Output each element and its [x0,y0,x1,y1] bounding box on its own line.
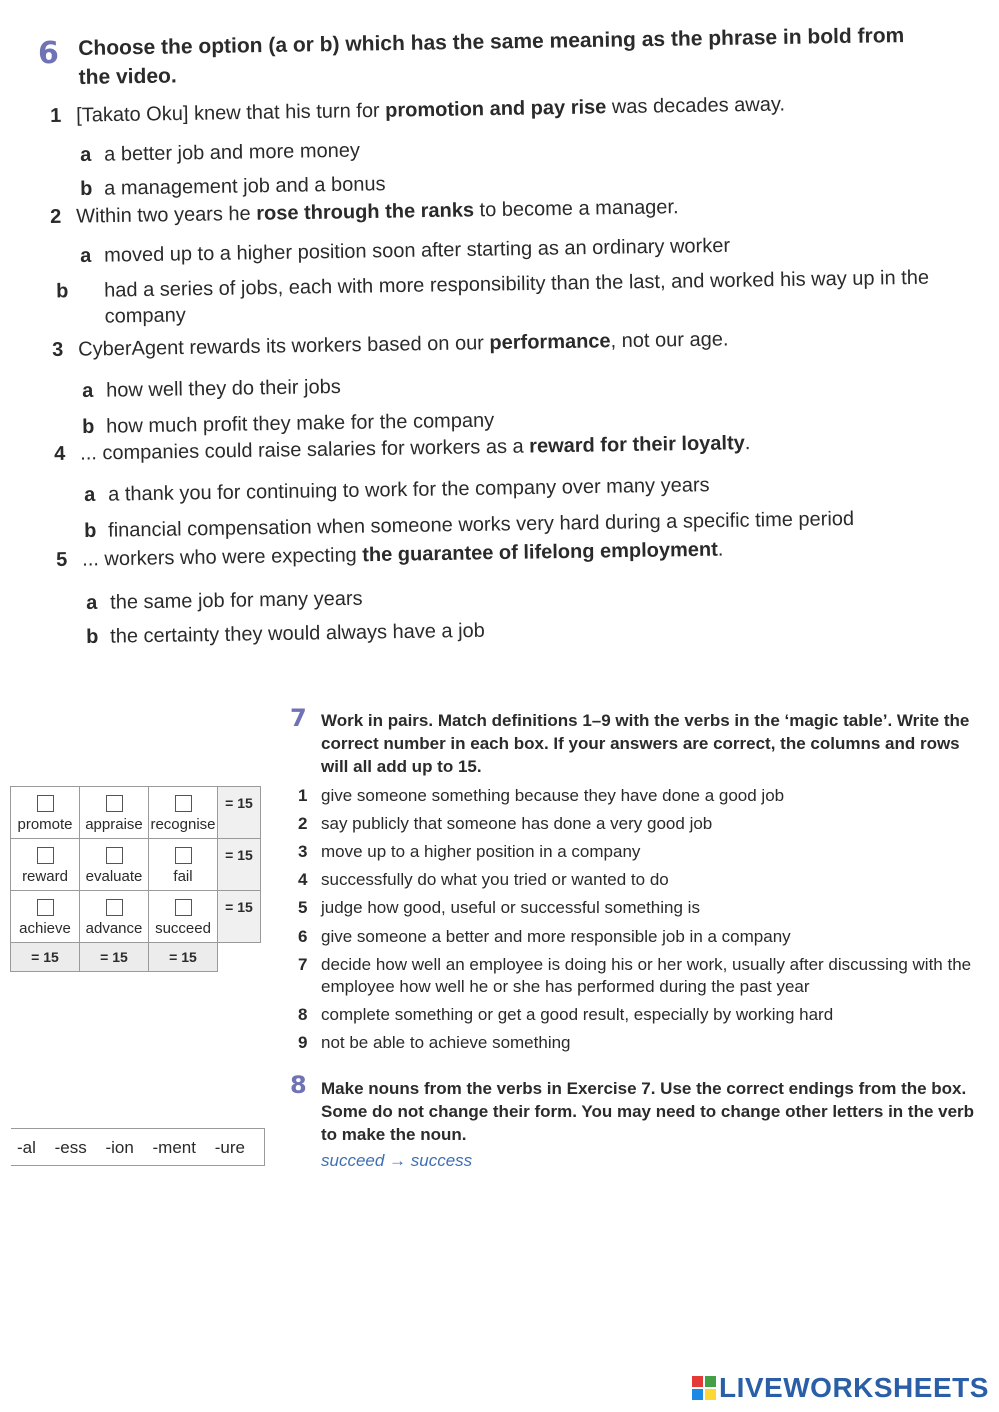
option-letter: b [80,177,93,200]
option-1b[interactable] [80,171,386,202]
row-total: = 15 [218,839,261,891]
definition-number: 8 [298,1005,308,1024]
definition-1 [298,785,998,807]
option-text: a better job and more money [104,139,361,166]
logo-square-blue [692,1389,703,1400]
logo-square-green [705,1376,716,1387]
bold-phrase: promotion and pay rise [385,96,607,122]
answer-box[interactable] [106,847,123,864]
verb-label: achieve [19,920,71,937]
definition-number: 7 [298,955,308,974]
verb-label: promote [17,816,73,833]
logo-square-yellow [705,1389,716,1400]
column-totals-row [11,943,261,972]
definition-9 [298,1032,998,1054]
option-5b[interactable] [86,618,485,650]
definition-text: not be able to achieve something [321,1033,571,1052]
magic-cell-promote [11,787,80,839]
magic-cell-fail [149,839,218,891]
verb-label: reward [22,868,68,885]
exercise-8-title: Make nouns from the verbs in Exercise 7. Use the correct endings from the box. Some do not change their form. You may need to change other letters in the verb to make the noun. [321,1079,975,1144]
bold-phrase: rose through the ranks [256,199,475,225]
question-text-end: was decades away. [606,93,786,119]
exercise-6-title: Choose the option (a or b) which has the same meaning as the phrase in bold from the video. [78,24,905,89]
column-total: = 15 [11,943,80,972]
magic-cell-reward [11,839,80,891]
option-letter: a [80,143,92,166]
option-letter: b [82,415,95,438]
definition-4 [298,869,998,891]
bold-phrase: performance [489,330,611,355]
magic-cell-appraise [80,787,149,839]
option-letter: b [56,280,69,303]
verb-label: evaluate [85,868,143,885]
answer-box[interactable] [37,899,54,916]
option-letter: a [84,483,96,506]
option-text: a management job and a bonus [104,173,386,200]
question-text: CyberAgent rewards its workers based on our [78,332,490,361]
option-letter: b [84,519,97,542]
option-text: a thank you for continuing to work for the company over many years [108,474,710,506]
option-letter: a [86,591,98,614]
question-number: 5 [56,548,68,571]
example-answer: succeed → success [321,1151,473,1170]
definition-6 [298,926,998,948]
definition-number: 5 [298,898,308,917]
answer-box[interactable] [175,847,192,864]
option-5a[interactable] [86,586,363,616]
option-2a[interactable] [80,233,730,269]
definition-text: give someone something because they have done a good job [321,786,785,805]
logo-grid-icon [692,1376,716,1400]
row-total: = 15 [218,891,261,943]
definition-text: move up to a higher position in a company [321,842,641,861]
definition-3 [298,841,998,863]
question-number: 2 [50,205,62,228]
magic-cell-achieve [11,891,80,943]
question-1 [50,92,785,128]
magic-table-row [11,839,261,891]
bold-phrase: reward for their loyalty [529,432,745,458]
magic-table-row [11,891,261,943]
magic-cell-evaluate [80,839,149,891]
definition-text: judge how good, useful or successful something is [321,898,700,917]
question-number: 3 [52,338,64,361]
option-text: had a series of jobs, each with more responsibility than the last, and worked his way up in the company [104,266,930,328]
verb-label: appraise [85,816,143,833]
definition-7 [298,954,998,998]
answer-box[interactable] [37,795,54,812]
answer-box[interactable] [175,899,192,916]
option-text: the same job for many years [110,587,363,614]
definition-number: 4 [298,870,308,889]
answer-box[interactable] [37,847,54,864]
question-text: [Takato Oku] knew that his turn for [76,99,386,127]
option-4b[interactable] [84,506,854,544]
option-1a[interactable] [80,138,360,168]
question-text: ... companies could raise salaries for workers as a [80,435,530,465]
magic-cell-recognise [149,787,218,839]
option-letter: b [86,625,99,648]
definition-text: give someone a better and more responsible job in a company [321,927,791,946]
answer-box[interactable] [106,795,123,812]
question-number: 1 [50,104,62,127]
question-text-end: . [744,432,751,455]
definition-number: 3 [298,842,308,861]
question-text-end: to become a manager. [473,196,679,222]
question-3 [52,327,729,362]
definition-text: say publicly that someone has done a very good job [321,814,713,833]
magic-table [10,786,261,972]
liveworksheets-logo [692,1370,989,1406]
definition-text: successfully do what you tried or wanted to do [321,870,669,889]
option-letter: a [82,379,94,402]
answer-box[interactable] [106,899,123,916]
definition-number: 2 [298,814,308,833]
question-text: ... workers who were expecting [82,544,363,571]
exercise-7-number: 7 [290,704,307,732]
definition-text: decide how well an employee is doing his or her work, usually after discussing with the employee how well he or she has performed during the past year [321,955,972,996]
question-number: 4 [54,442,66,465]
column-total: = 15 [149,943,218,972]
definition-number: 9 [298,1033,308,1052]
definition-5 [298,897,998,919]
column-total: = 15 [80,943,149,972]
empty-corner [218,943,261,972]
option-4a[interactable] [84,472,710,508]
question-text: Within two years he [76,202,257,228]
verb-label: advance [85,920,143,937]
option-3a[interactable] [82,374,341,404]
exercise-7-title: Work in pairs. Match definitions 1–9 with the verbs in the ‘magic table’. Write the correct number in each box. If your answers are correct, the columns and rows will all add up to 15. [321,711,970,776]
magic-cell-succeed [149,891,218,943]
row-total: = 15 [218,787,261,839]
verb-label: recognise [150,816,216,833]
bold-phrase: the guarantee of lifelong employment [362,538,719,567]
magic-table-row [11,787,261,839]
exercise-6-number: 6 [38,36,59,71]
answer-box[interactable] [175,795,192,812]
option-2b[interactable] [56,265,935,330]
option-text: moved up to a higher position soon after starting as an ordinary worker [104,234,731,267]
magic-cell-advance [80,891,149,943]
exercise-8-number: 8 [290,1071,307,1099]
question-text-end: . [717,538,724,561]
definition-8 [298,1004,998,1026]
logo-text: LIVEWORKSHEETS [719,1372,989,1403]
definition-text: complete something or get a good result, especially by working hard [321,1005,834,1024]
definition-number: 1 [298,786,308,805]
question-text-end: , not our age. [610,328,729,353]
option-text: how well they do their jobs [106,375,341,402]
option-text: how much profit they make for the company [106,409,495,438]
verb-label: succeed [155,920,211,937]
logo-square-red [692,1376,703,1387]
verb-label: fail [173,868,193,885]
definition-2 [298,813,998,835]
definition-number: 6 [298,927,308,946]
endings-box: -al -ess -ion -ment -ure [11,1128,265,1166]
option-letter: a [80,244,92,267]
option-text: financial compensation when someone works very hard during a specific time period [108,507,855,542]
option-text: the certainty they would always have a job [110,619,485,648]
